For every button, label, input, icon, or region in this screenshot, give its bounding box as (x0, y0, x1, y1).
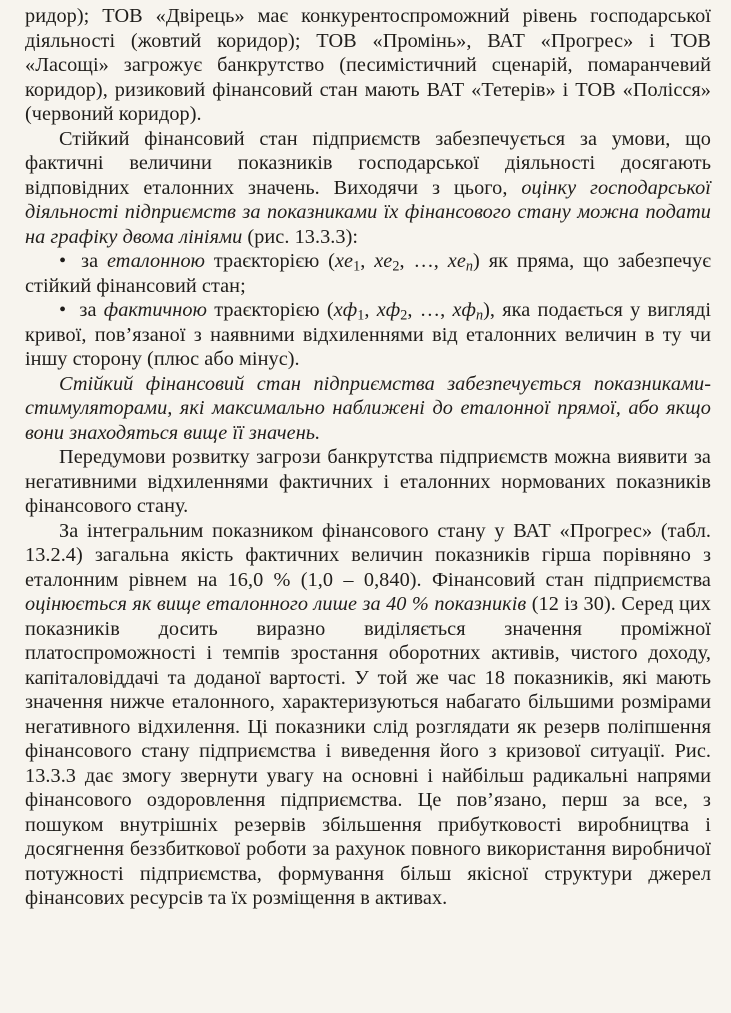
math-variable: xe (447, 250, 466, 272)
bullet-reference-trajectory (25, 249, 711, 298)
italic-segment: оцінку господарської діяльності підприємств за показниками їх фінансового стану можна подати на графіку двома лініями (25, 176, 711, 248)
text-segment: , …, (407, 299, 453, 321)
text-segment: , …, (399, 250, 448, 272)
text-segment: ) як пряма, що забезпечує стійкий фінансовий стан; (25, 250, 712, 297)
italic-segment: Стійкий фінансовий стан підприємства забезпечується показниками-стимуляторами, які максимально наближені до еталонної прямої, або якщо вони знаходяться вище її значень. (25, 372, 711, 444)
paragraph-stable-condition (25, 127, 711, 250)
italic-segment: фактичною (103, 299, 207, 321)
math-subscript: 2 (392, 258, 400, 275)
text-segment: траєкторією ( (206, 299, 334, 321)
math-variable: xe (334, 250, 354, 272)
math-subscript: 1 (357, 307, 365, 324)
text-segment: , (360, 250, 375, 272)
text-segment: Стійкий фінансовий стан підприємств забезпечується за умови, що фактичні величини показників господарської діяльності досягають відповідних еталонних значень. Виходячи з цього, (25, 127, 711, 199)
text-segment: ридор); ТОВ «Двірець» має конкурентоспроможний рівень господарської діяльності (жовтий коридор); ТОВ «Промінь», ВАТ «Прогрес» і ТОВ «Ласощі» загрожує банкрутство (песимістичний сценарій, помаранчевий коридор), ризиковий фінансовий стан мають ВАТ «Тетерів» і ТОВ «Полісся» (червоний коридор). (25, 5, 711, 125)
paragraph-stimulators (25, 372, 711, 446)
text-segment: (12 із 30). Серед цих показників досить виразно виділяється значення проміжної платоспроможності і темпів зростання оборотних активів, чистого доходу, капіталовіддачі та доданої вартості. У той же час 18 показників, які мають значення нижче еталонного, характеризуються набагато більшими розмірами негативного відхилення. Ці показники слід розглядати як резерв поліпшення фінансового стану підприємства і виведення його з кризової ситуації. Рис. 13.3.3 дає змогу звернути увагу на основні і найбільш радикальні напрями фінансового оздоровлення підприємства. Це пов’язано, перш за все, з пошуком внутрішніх резервів збільшення прибутковості виробництва і досягнення беззбиткової роботи за рахунок повного використання виробничої потужності підприємства, формування більш якісної структури джерел фінансових ресурсів та їх розміщення в активах. (25, 593, 711, 909)
paragraph-continuation (25, 4, 711, 127)
math-variable: xф (376, 299, 401, 321)
text-segment: За інтегральним показником фінансового стану у ВАТ «Прогрес» (табл. 13.2.4) загальна якість фактичних величин показників гірша порівняно з еталонним рівнем на 16,0 % (1,0 – 0,840). Фінансовий стан підприємства (25, 519, 711, 591)
text-segment: , (364, 299, 377, 321)
paragraph-integral-indicator (25, 519, 711, 911)
math-subscript: 1 (353, 258, 361, 275)
bullet-actual-trajectory (25, 298, 711, 372)
text-segment: (рис. 13.3.3): (242, 225, 359, 248)
text-segment: за (81, 250, 107, 272)
math-variable: xф (452, 299, 476, 321)
paragraph-bankruptcy-preconditions (25, 445, 711, 519)
italic-segment: оцінюється як вище еталонного лише за 40 % показників (25, 593, 527, 615)
math-variable: xф (333, 299, 358, 321)
math-variable: xe (374, 250, 393, 272)
text-segment: ), яка подається у вигляді кривої, пов’язаної з наявними відхиленнями від еталонних величин в ту чи іншу сторону (плюс або мінус). (25, 299, 712, 370)
text-segment: траєкторією ( (205, 250, 335, 272)
math-subscript: n (475, 307, 484, 324)
math-subscript: 2 (400, 307, 408, 324)
text-segment: за (79, 299, 104, 321)
italic-segment: еталонною (106, 250, 205, 272)
text-segment: Передумови розвитку загрози банкрутства підприємств можна виявити за негативними відхиленнями фактичних і еталонних нормованих показників фінансового стану. (25, 446, 711, 517)
math-subscript: n (465, 258, 474, 275)
